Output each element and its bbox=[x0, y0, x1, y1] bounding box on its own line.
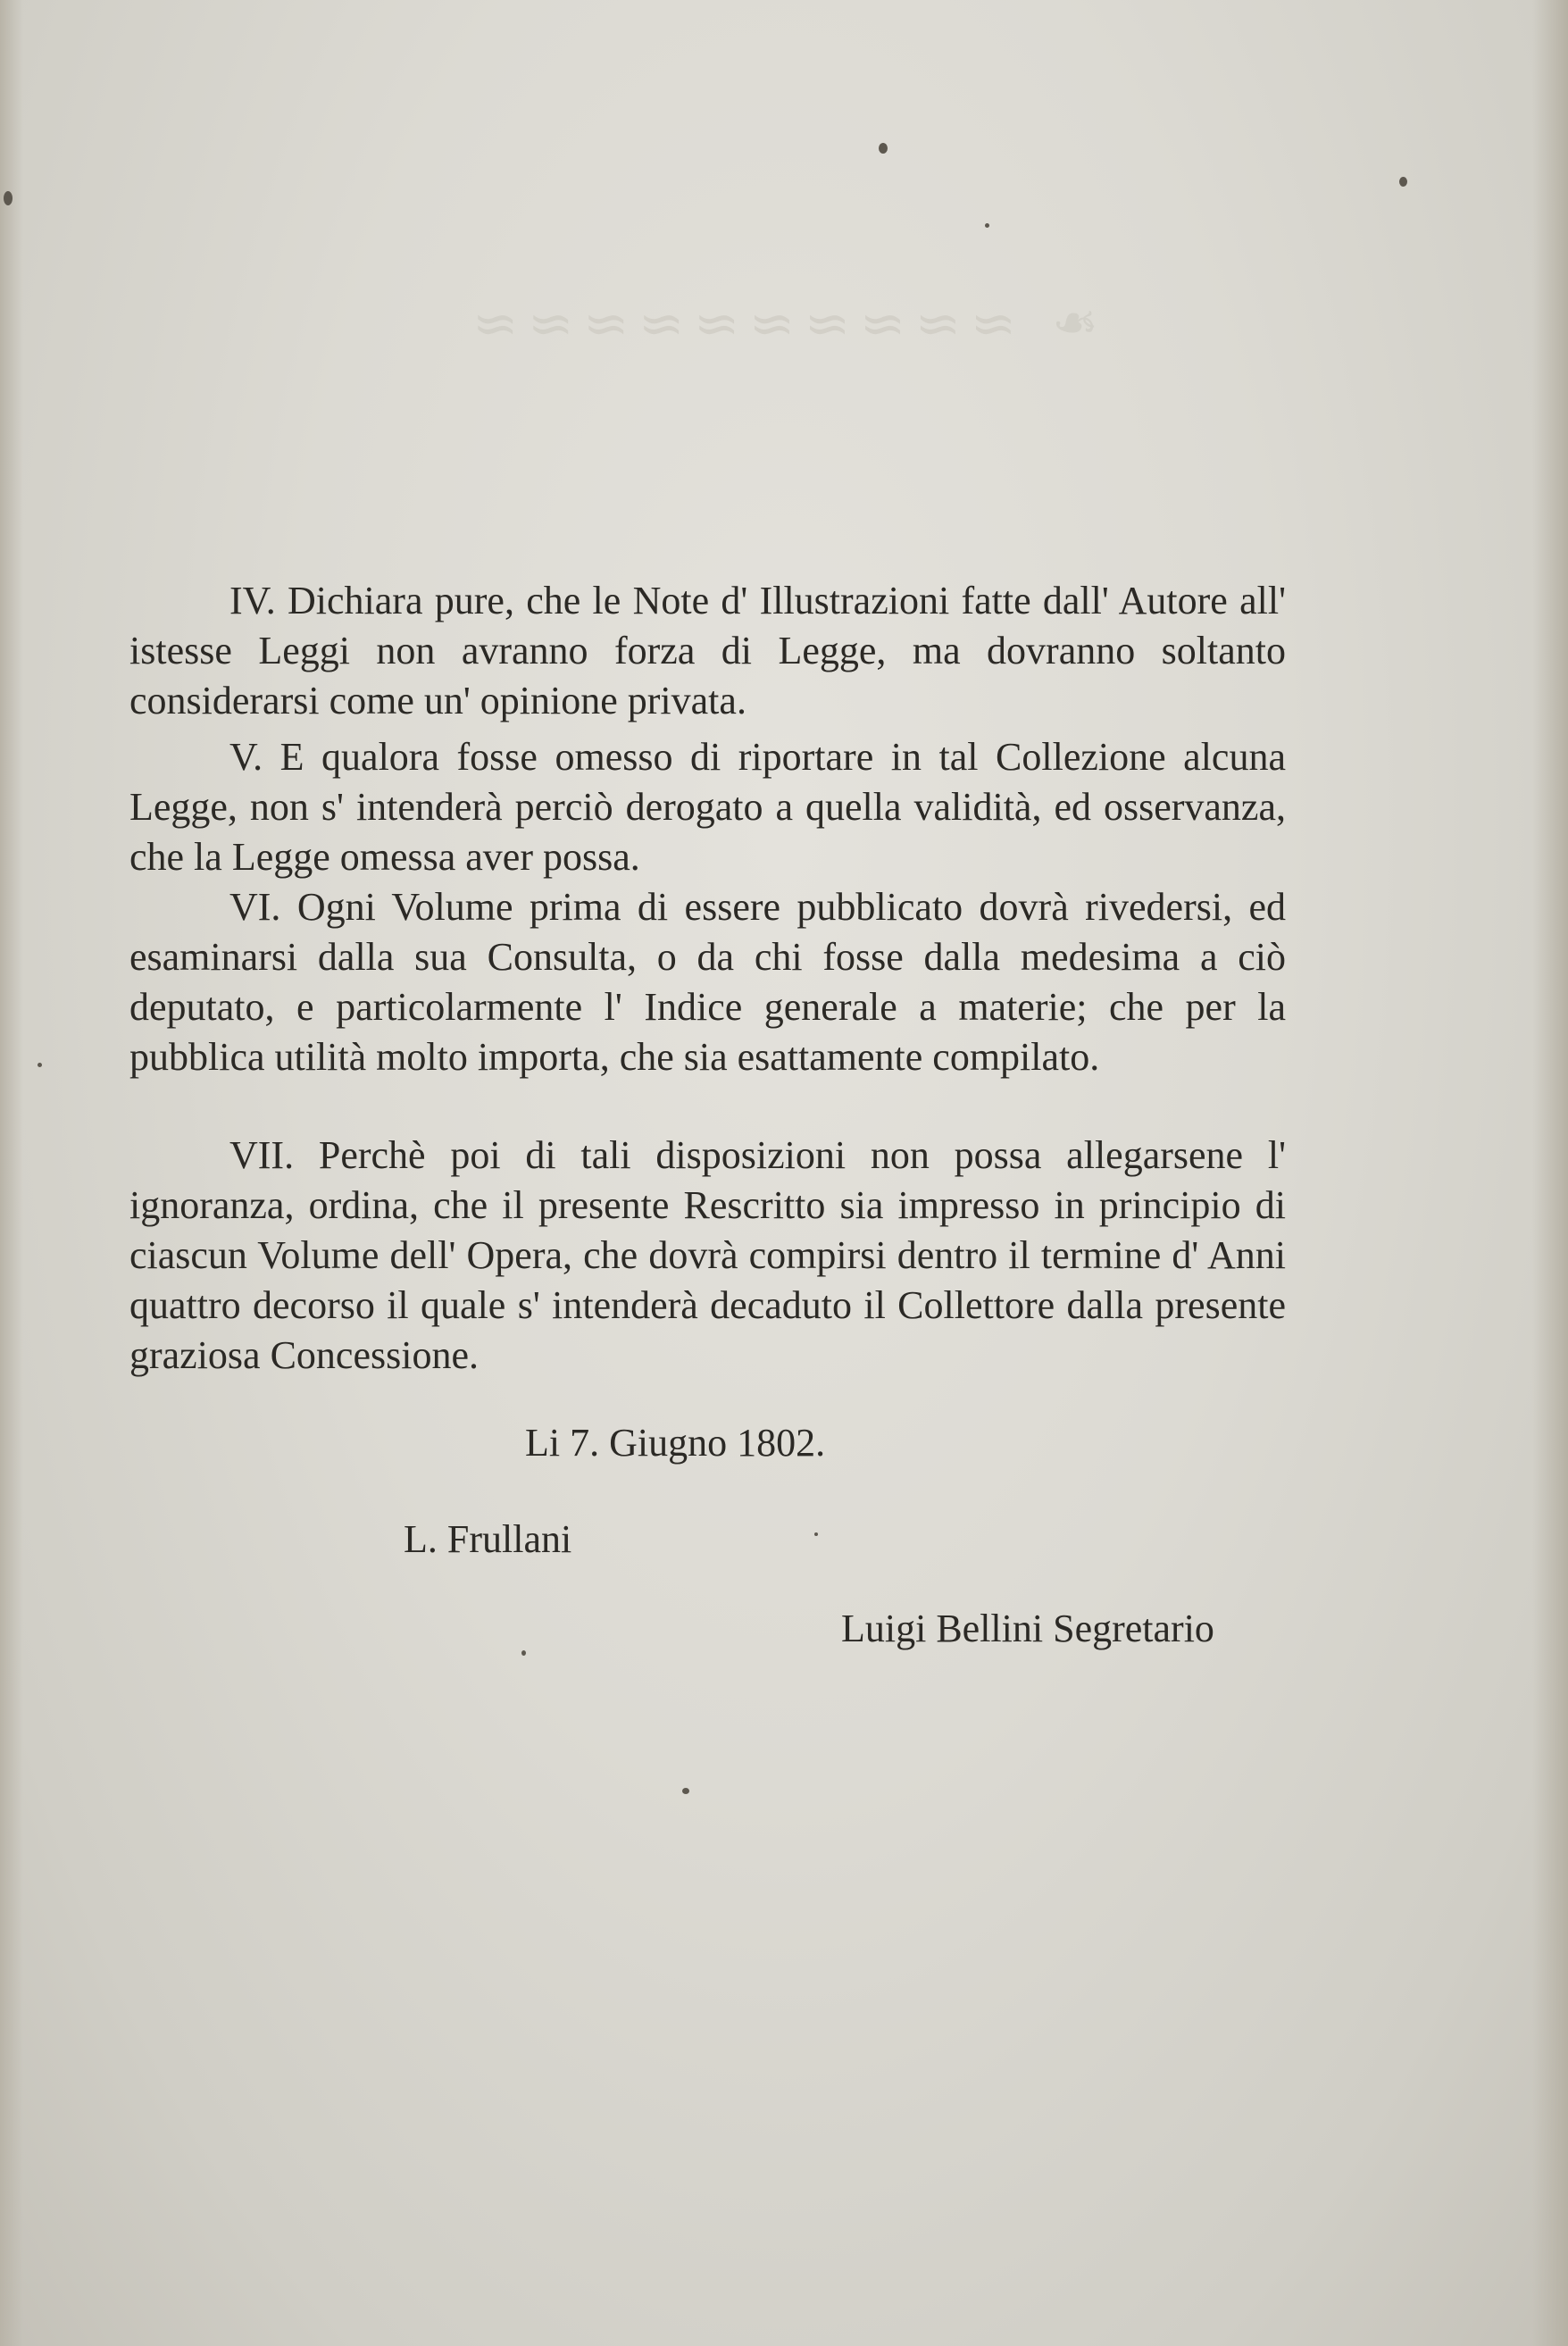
paper-speck bbox=[814, 1532, 818, 1536]
page-edge-shadow-left bbox=[0, 0, 23, 2346]
paper-speck bbox=[985, 223, 989, 228]
bleed-through-heading: ❧ ≈≈≈≈≈≈≈≈≈≈ bbox=[463, 290, 1098, 355]
signature-bellini: Luigi Bellini Segretario bbox=[841, 1607, 1214, 1650]
paragraph-iv: IV. Dichiara pure, che le Note d' Illustrazioni fatte dall' Autore all' istesse Leggi non avranno forza di Legge, ma dovranno soltanto considerarsi come un' opinione privata. bbox=[129, 579, 1286, 722]
date-line: Li 7. Giugno 1802. bbox=[525, 1421, 826, 1465]
signature-frullani: L. Frullani bbox=[404, 1517, 572, 1561]
paper-speck bbox=[38, 1063, 42, 1067]
paper-speck bbox=[1399, 177, 1407, 187]
paper-speck bbox=[4, 191, 13, 205]
paper-speck bbox=[521, 1650, 526, 1656]
paper-speck bbox=[682, 1788, 689, 1794]
paragraph-vii: VII. Perchè poi di tali disposizioni non possa allegarsene l' ignoranza, ordina, che il presente Rescritto sia impresso in principio di ciascun Volume dell' Opera, che dovrà compirsi dentro il termine d' Anni quattro decorso il quale s' intenderà decaduto il Collettore dalla presente graziosa Concessione. bbox=[129, 1133, 1286, 1377]
paragraph-vi: VI. Ogni Volume prima di essere pubblicato dovrà rivedersi, ed esaminarsi dalla sua Consulta, o da chi fosse dalla medesima a ciò deputato, e particolarmente l' Indice generale a materie; che per la pubblica utilità molto importa, che sia esattamente compilato. bbox=[129, 885, 1286, 1079]
paper-speck bbox=[879, 143, 888, 154]
paragraph-v: V. E qualora fosse omesso di riportare in tal Collezione alcuna Legge, non s' intenderà perciò derogato a quella validità, ed osservanza, che la Legge omessa aver possa. bbox=[129, 735, 1286, 879]
page-edge-shadow-right bbox=[1532, 0, 1568, 2346]
